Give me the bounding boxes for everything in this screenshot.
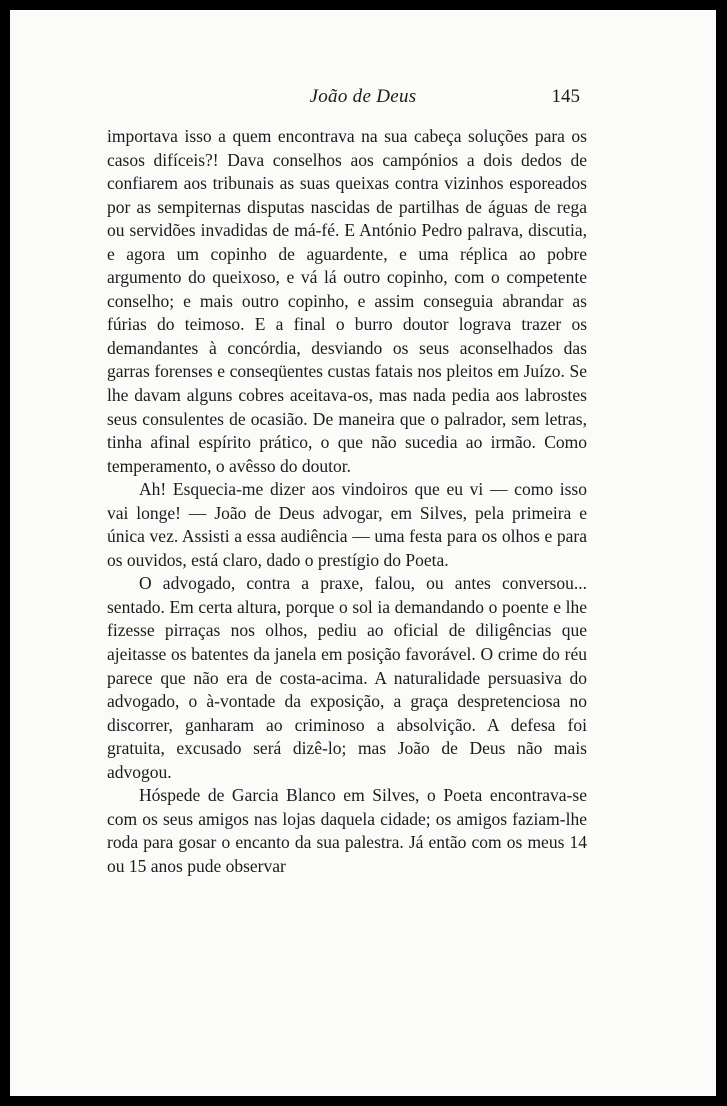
running-title: João de Deus <box>309 86 417 107</box>
body-text <box>107 125 587 879</box>
page-number: 145 <box>551 86 580 107</box>
paragraph-advocacy: Ah! Esquecia-me dizer aos vindoiros que eu vi — como isso vai longe! — João de Deus advogar, em Silves, pela primeira e única vez. Assisti a essa audiência — uma festa para os olhos e para os ouvidos, está claro, dado o prestígio do Poeta. <box>107 479 587 570</box>
book-page <box>10 10 716 1096</box>
paragraph-continued: importava isso a quem encontrava na sua cabeça soluções para os casos difíceis?! Dava conselhos aos campónios a dois dedos de confiarem aos tribunais as suas queixas contra vizinhos esporeados por as sempiternas disputas nascidas de partilhas de águas de rega ou servidões invadidas de má-fé. E António Pedro palrava, discutia, e agora um copinho de aguardente, e uma réplica ao pobre argumento do queixoso, e vá lá outro copinho, com o competente conselho; e mais outro copinho, e assim conseguia abrandar as fúrias do teimoso. E a final o burro doutor lograva trazer os demandantes à concórdia, desviando os seus aconselhados das garras forenses e conseqüentes custas fatais nos pleitos em Juízo. Se lhe davam alguns cobres aceitava-os, mas nada pedia aos labrostes seus consulentes de ocasião. De maneira que o palrador, sem letras, tinha afinal espírito prático, o que não sucedia ao irmão. Como temperamento, o avêsso do doutor. <box>107 126 587 476</box>
page-header <box>10 86 716 112</box>
paragraph-trial: O advogado, contra a praxe, falou, ou antes conversou... sentado. Em certa altura, porque o sol ia demandando o poente e lhe fizesse pirraças nos olhos, pediu ao oficial de diligências que ajeitasse os batentes da janela em posição favorável. O crime do réu parece que não era de costa-acima. A naturalidade persuasiva do advogado, o à-vontade da exposição, a graça despretenciosa no discorrer, ganharam ao criminoso a absolvição. A defesa foi gratuita, excusado será dizê-lo; mas João de Deus não mais advogou. <box>107 573 587 782</box>
paragraph-guest: Hóspede de Garcia Blanco em Silves, o Poeta encontrava-se com os seus amigos nas lojas daquela cidade; os amigos faziam-lhe roda para gosar o encanto da sua palestra. Já então com os meus 14 ou 15 anos pude observar <box>107 785 587 876</box>
